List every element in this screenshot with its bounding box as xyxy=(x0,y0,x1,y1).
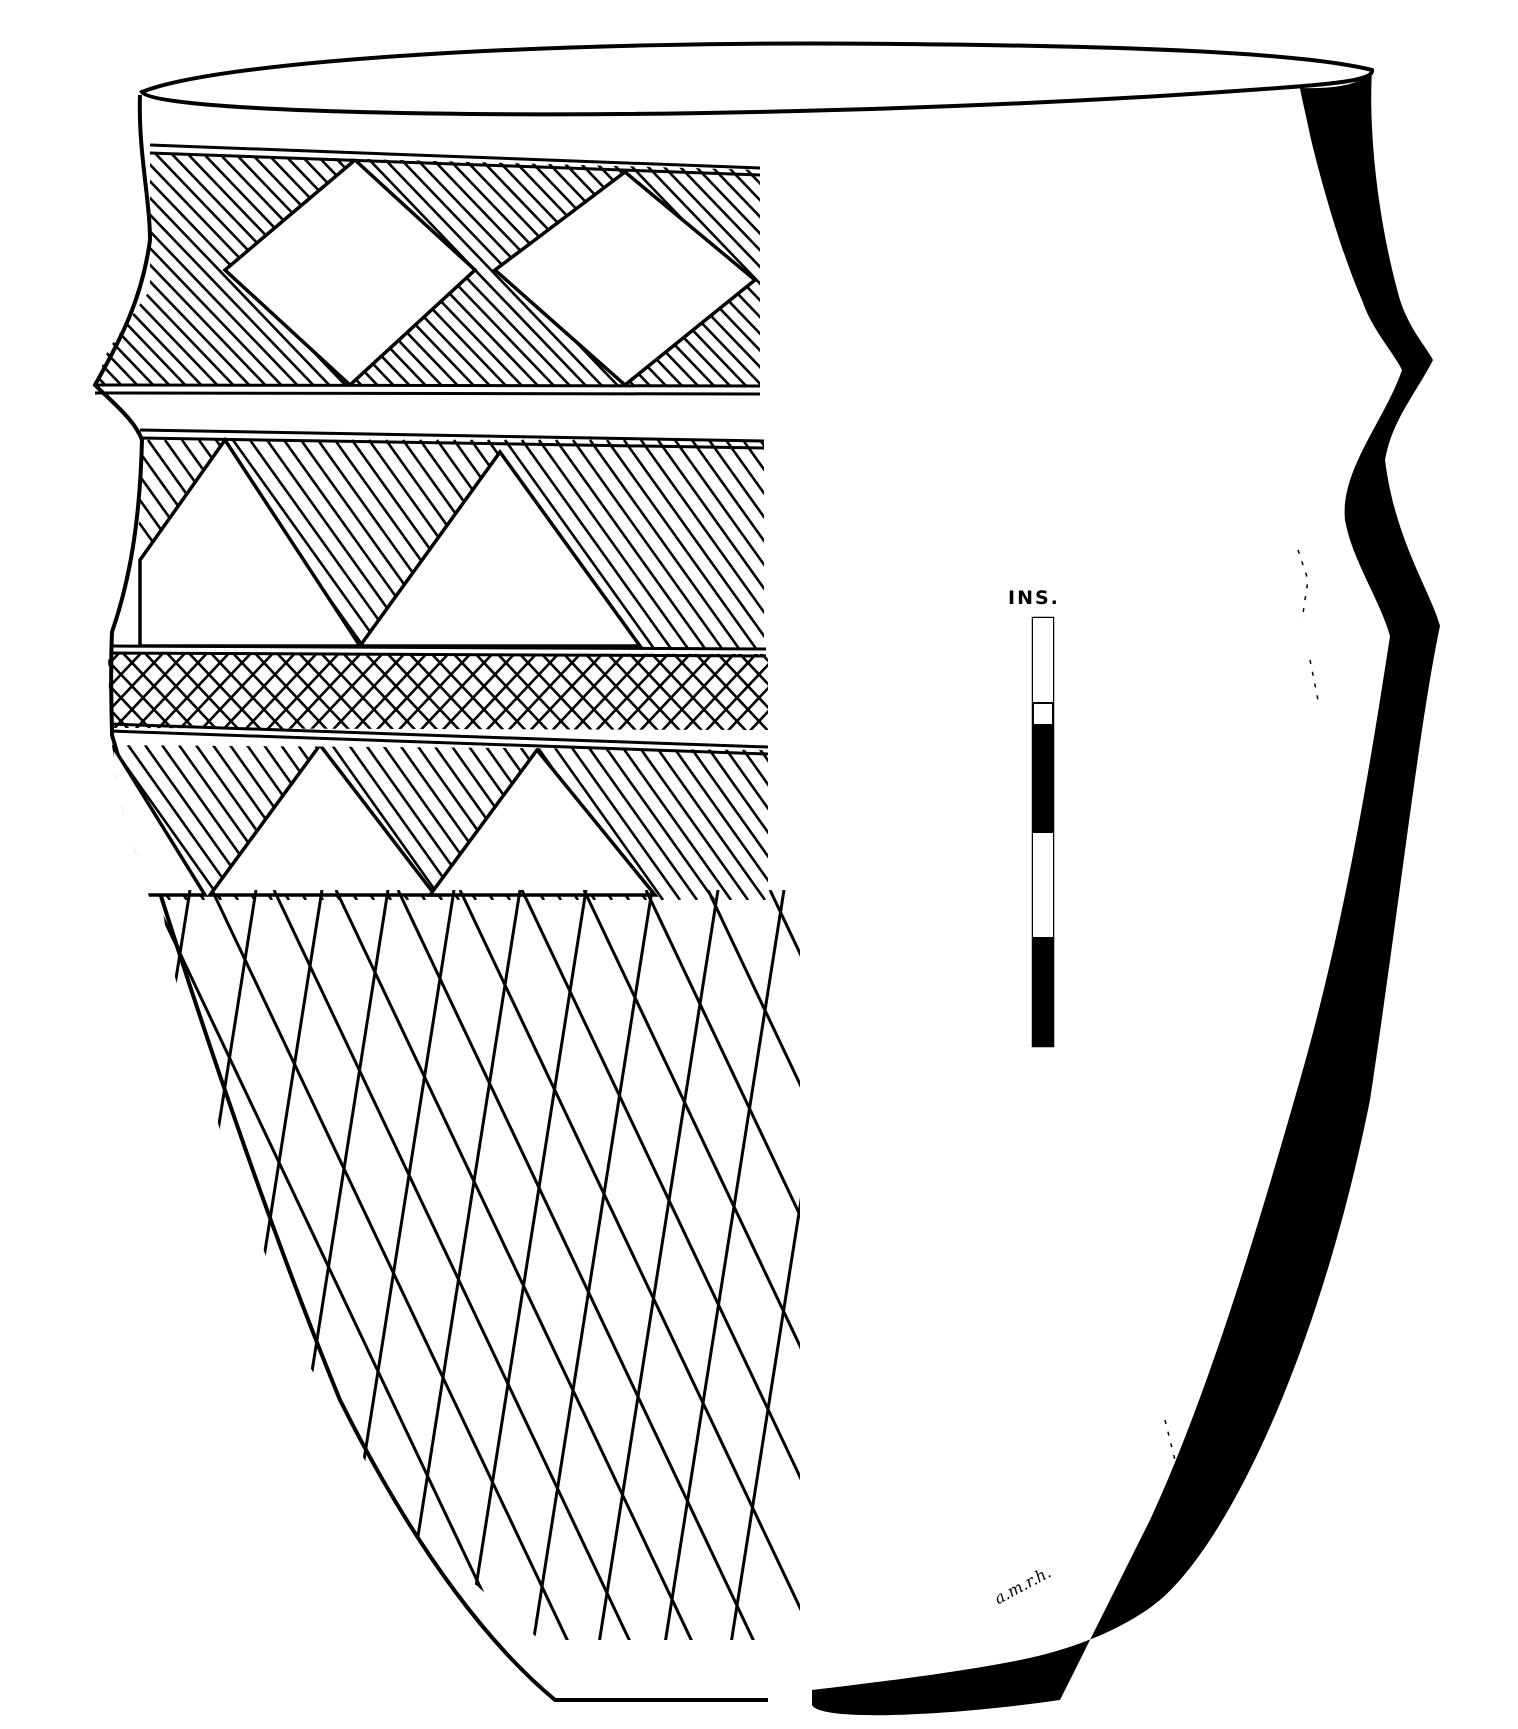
hatch-line xyxy=(10,650,90,735)
hatch-line xyxy=(689,745,799,900)
hatch-line xyxy=(794,440,944,650)
hatch-line xyxy=(708,890,1068,1650)
hatch-line xyxy=(724,650,804,735)
hatch-line xyxy=(202,890,322,1650)
hatch-line xyxy=(522,890,882,1650)
hatch-line xyxy=(570,650,650,735)
hatch-line xyxy=(398,890,758,1650)
hatch-line xyxy=(416,650,496,735)
hatch-line xyxy=(834,650,914,735)
hatch-line xyxy=(284,650,364,735)
hatch-line xyxy=(774,745,884,900)
hatch-line xyxy=(438,650,518,735)
hatch-line xyxy=(548,650,628,735)
hatch-line xyxy=(504,650,584,735)
hatch-line xyxy=(740,745,850,900)
hatch-line xyxy=(460,650,540,735)
hatch-line xyxy=(758,650,838,735)
hatch-line xyxy=(723,745,833,900)
hatch-line xyxy=(658,650,738,735)
hatch-line xyxy=(0,150,190,390)
hatch-line xyxy=(76,650,156,735)
hatch-line xyxy=(0,150,94,390)
scale-bar-label: INS. xyxy=(1008,587,1060,609)
hatch-line xyxy=(526,650,606,735)
hatch-line xyxy=(328,650,408,735)
hatch-line xyxy=(130,650,210,735)
hatch-line xyxy=(744,150,974,390)
hatch-line xyxy=(776,150,1006,390)
rim-ellipse xyxy=(142,43,1372,114)
hatch-line xyxy=(0,150,62,390)
hatch-line xyxy=(728,150,958,390)
lattice-zone-e xyxy=(70,890,1316,1650)
hatch-line xyxy=(336,890,696,1650)
hatch-line xyxy=(394,650,474,735)
hatch-line xyxy=(0,650,2,735)
hatch-line xyxy=(780,650,860,735)
section-profile xyxy=(812,70,1440,1715)
hatch-line xyxy=(614,650,694,735)
hatch-line xyxy=(334,890,454,1650)
hatch-line xyxy=(790,650,870,735)
hatch-line xyxy=(706,745,816,900)
hatch-line xyxy=(680,650,760,735)
hatch-line xyxy=(350,650,430,735)
hatch-line xyxy=(0,150,142,390)
hatch-line xyxy=(770,890,1130,1650)
hatch-line xyxy=(466,890,586,1650)
hatch-line xyxy=(108,650,188,735)
hatch-line xyxy=(0,150,78,390)
hatch-line xyxy=(856,650,936,735)
hatch-line xyxy=(20,650,100,735)
hatch-line xyxy=(760,150,990,390)
hatch-line xyxy=(638,745,748,900)
hatch-line xyxy=(757,745,867,900)
hatch-line xyxy=(174,650,254,735)
hatch-line xyxy=(262,650,342,735)
hatch-line xyxy=(64,650,144,735)
hatch-line xyxy=(900,650,980,735)
hatch-line xyxy=(598,890,718,1650)
hatch-line xyxy=(636,650,716,735)
hatch-line xyxy=(150,890,510,1650)
hatch-line xyxy=(743,440,893,650)
hatch-line xyxy=(306,650,386,735)
hatch-line xyxy=(0,150,30,390)
hatch-line xyxy=(0,150,158,390)
hatch-line xyxy=(760,440,910,650)
hatch-line xyxy=(212,890,572,1650)
hatch-line xyxy=(878,650,958,735)
hatch-line xyxy=(655,745,765,900)
hatch-line xyxy=(482,650,562,735)
hatch-line xyxy=(768,650,848,735)
hatch-line xyxy=(32,650,112,735)
hatch-line xyxy=(70,890,190,1650)
hatch-line xyxy=(240,650,320,735)
hatch-line xyxy=(0,150,206,390)
hatch-line xyxy=(811,440,961,650)
hatch-line xyxy=(702,650,782,735)
hatch-line xyxy=(152,650,232,735)
hatch-line xyxy=(832,890,1192,1650)
scale-bar xyxy=(1033,618,1053,1046)
hatch-line xyxy=(0,150,46,390)
hatch-line xyxy=(86,650,166,735)
hatch-line xyxy=(592,650,672,735)
hatch-line xyxy=(0,150,174,390)
hatch-line xyxy=(0,650,24,735)
hatch-line xyxy=(746,650,826,735)
hatch-line xyxy=(0,650,68,735)
hatch-line xyxy=(218,650,298,735)
hatch-line xyxy=(196,650,276,735)
lattice-zone-c xyxy=(0,650,980,735)
hatch-line xyxy=(777,440,927,650)
hatch-line xyxy=(54,650,134,735)
hatch-line xyxy=(0,650,46,735)
hatch-line xyxy=(372,650,452,735)
hatch-line xyxy=(812,650,892,735)
hatch-line xyxy=(672,745,782,900)
hatch-line xyxy=(584,890,944,1650)
hatch-line xyxy=(0,150,110,390)
hatch-line xyxy=(792,150,1022,390)
artist-initials: a.m.r.h. xyxy=(991,1562,1055,1608)
hatch-line xyxy=(791,745,901,900)
hatch-line xyxy=(808,745,918,900)
hatch-line xyxy=(532,890,652,1650)
hatch-line xyxy=(730,890,850,1650)
